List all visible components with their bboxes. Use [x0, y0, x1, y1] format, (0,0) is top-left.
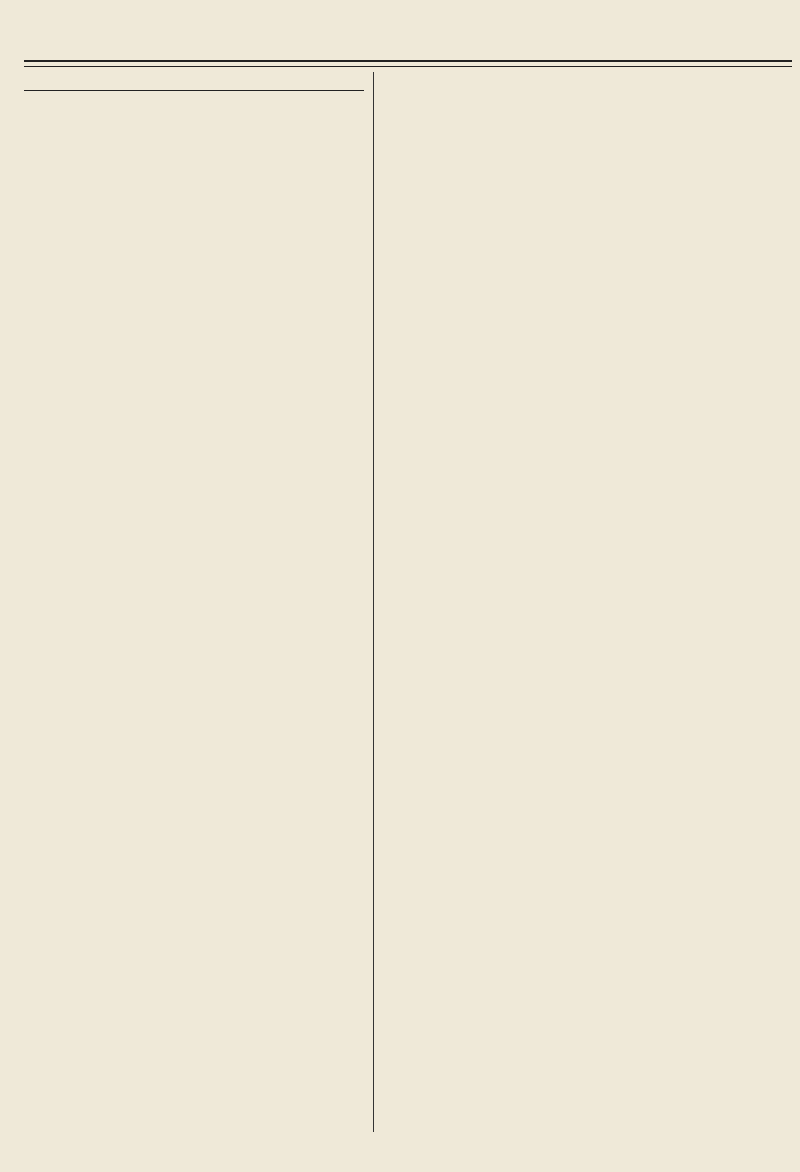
header-rule-thick — [24, 60, 792, 62]
page-header — [30, 34, 792, 56]
footnote-rule — [24, 90, 364, 91]
header-rule-thin — [24, 66, 792, 67]
column-divider — [373, 72, 374, 1132]
left-column — [24, 72, 364, 97]
